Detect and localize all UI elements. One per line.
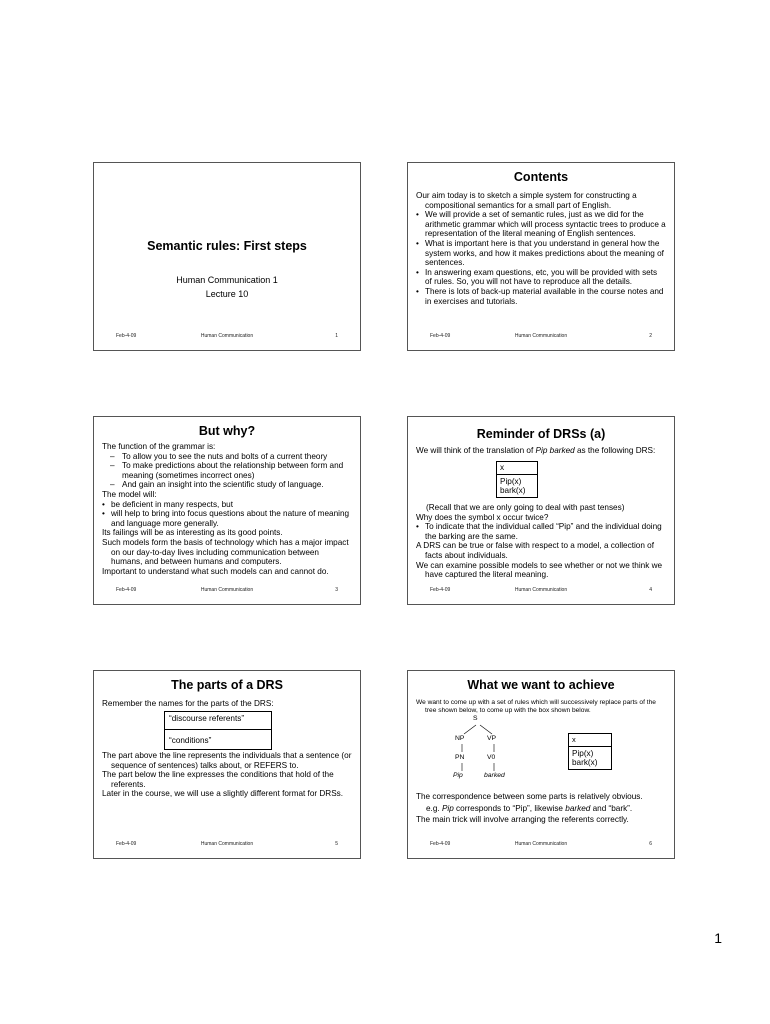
drs-referents: x (569, 734, 611, 747)
tree-node-np: NP (455, 735, 465, 742)
tree-leaf-barked: barked (484, 772, 505, 779)
slide-subtitle-lecture: Lecture 10 (205, 289, 249, 299)
bullet-item: • In answering exam questions, etc, you will be provided with sets of rules. So, you will not have to reproduce all the details. (416, 268, 666, 287)
example-word-barked: barked (565, 803, 591, 813)
slide-5 (93, 670, 361, 859)
syntax-tree (438, 715, 528, 785)
example-prefix: e.g. (426, 803, 442, 813)
slide-number: 3 (335, 587, 338, 593)
slide-title: Semantic rules: First steps (147, 239, 307, 253)
drs-condition: bark(x) (500, 486, 526, 496)
tree-leaf-pip: Pip (453, 772, 463, 779)
bullet-item: • will help to bring into focus questions about the nature of meaning and language more generally. (102, 509, 352, 528)
footer-date: Feb-4-09 (116, 587, 137, 593)
intro-text-end: as the following DRS: (574, 446, 656, 455)
slide-title: The parts of a DRS (171, 678, 283, 692)
body-text: Remember the names for the parts of the DRS: (102, 699, 274, 708)
drs-condition: Pip(x) (572, 748, 594, 758)
body-text: Such models form the basis of technology which has a major impact on our day-to-day lives including communication between humans, and between humans and computers. (102, 537, 349, 567)
slide-body (102, 699, 352, 709)
body-text (416, 446, 666, 456)
footer-date: Feb-4-09 (116, 841, 137, 847)
slide-number: 5 (335, 841, 338, 847)
slide-3 (93, 416, 361, 605)
slide-footer (408, 841, 674, 849)
slide-body-lower (416, 503, 666, 580)
slide-footer (94, 333, 360, 341)
body-text: Why does the symbol x occur twice? (416, 512, 549, 522)
slide-number: 1 (335, 333, 338, 339)
slide-body (102, 442, 352, 576)
footer-title: Human Communication (514, 587, 568, 593)
body-text: A DRS can be true or false with respect to a model, a collection of facts about individuals. (416, 541, 655, 560)
drs-parts-box (164, 711, 272, 750)
slide-6 (407, 670, 675, 859)
slide-title: But why? (198, 424, 256, 438)
body-text: Our aim today is to sketch a simple system for constructing a compositional semantics for a small part of English. (416, 191, 637, 210)
example-end: and “bark”. (590, 803, 633, 813)
body-text: (Recall that we are only going to deal with past tenses) (426, 503, 625, 512)
example-word-pip: Pip (441, 803, 454, 813)
tree-node-vp: VP (487, 735, 497, 742)
footer-date: Feb-4-09 (430, 841, 451, 847)
drs-condition: bark(x) (572, 758, 598, 768)
slide-footer (94, 587, 360, 595)
footer-title: Human Communication (200, 587, 254, 593)
slide-footer (408, 333, 674, 341)
example-text (416, 804, 666, 814)
footer-title: Human Communication (200, 333, 254, 339)
slide-4 (407, 416, 675, 605)
footer-date: Feb-4-09 (430, 587, 451, 593)
bullet-item: • We will provide a set of semantic rules, just as we did for the arithmetic grammar which will process syntactic trees to produce a representation of the literal meaning of English sentences. (416, 210, 666, 239)
body-text: The correspondence between some parts is relatively obvious. (416, 792, 643, 801)
slide-title: Contents (513, 170, 569, 184)
slide-number: 6 (649, 841, 652, 847)
drs-referents-label: “discourse referents” (165, 712, 271, 730)
slide-body (416, 699, 666, 715)
tree-node-v0: V0 (487, 754, 496, 761)
drs-box (496, 461, 538, 498)
tree-node-s: S (473, 715, 478, 722)
intro-text: We will think of the translation of (416, 446, 536, 455)
slide-subtitle-course: Human Communication 1 (176, 275, 278, 285)
body-text: The part below the line expresses the conditions that hold of the referents. (102, 770, 334, 789)
example-mid: corresponds to “Pip”, likewise (453, 803, 566, 813)
body-text: Its failings will be as interesting as its good points. (102, 528, 283, 538)
slide-body-lower (416, 792, 666, 825)
bullet-item: • What is important here is that you understand in general how the system works, and how it makes predictions about the meaning of sentences. (416, 239, 666, 268)
body-text: We can examine possible models to see whether or not we think we have captured the literal meaning. (416, 560, 663, 580)
dash-item: – To allow you to see the nuts and bolts of a current theory (102, 452, 352, 462)
slide-body (416, 191, 666, 306)
drs-referents: x (497, 462, 537, 475)
footer-title: Human Communication (514, 333, 568, 339)
intro-sentence: Pip barked (535, 446, 575, 455)
drs-condition: Pip(x) (500, 476, 522, 486)
body-text: Important to understand what such models can and cannot do. (102, 566, 329, 576)
footer-title: Human Communication (200, 841, 254, 847)
slide-title: What we want to achieve (467, 678, 615, 692)
body-text: We want to come up with a set of rules which will successively replace parts of the tree shown below, to come up with the box shown below. (416, 699, 656, 714)
dash-item: – And gain an insight into the scientific study of language. (102, 480, 352, 490)
slide-1 (93, 162, 361, 351)
slide-2 (407, 162, 675, 351)
slide-body (416, 446, 666, 456)
bullet-item: • There is lots of back-up material available in the course notes and in exercises and tutorials. (416, 287, 666, 306)
drs-box (568, 733, 612, 770)
drs-conditions-label: “conditions” (169, 735, 212, 745)
slide-title: Reminder of DRSs (a) (476, 427, 606, 441)
body-text: The part above the line represents the individuals that a sentence (or sequence of sentences) talks about, or REFERS to. (102, 751, 352, 770)
slide-footer (94, 841, 360, 849)
dash-item: – To make predictions about the relationship between form and meaning (sometimes incorrect ones) (102, 461, 352, 480)
drs-conditions (569, 747, 611, 769)
tree-node-pn: PN (455, 754, 465, 761)
footer-date: Feb-4-09 (430, 333, 451, 339)
bullet-item: • be deficient in many respects, but (102, 500, 352, 510)
slide-number: 4 (649, 587, 652, 593)
drs-conditions (497, 475, 537, 497)
slide-body-lower (102, 751, 352, 799)
body-text: The model will: (102, 489, 157, 499)
slide-number: 2 (649, 333, 652, 339)
page-number: 1 (714, 930, 722, 946)
bullet-item: • To indicate that the individual called “Pip” and the individual doing the barking are the same. (416, 522, 666, 541)
body-text: The function of the grammar is: (102, 442, 216, 451)
body-text: Later in the course, we will use a slightly different format for DRSs. (102, 789, 344, 799)
footer-title: Human Communication (514, 841, 568, 847)
footer-date: Feb-4-09 (116, 333, 137, 339)
slide-footer (408, 587, 674, 595)
body-text: The main trick will involve arranging the referents correctly. (416, 815, 629, 825)
